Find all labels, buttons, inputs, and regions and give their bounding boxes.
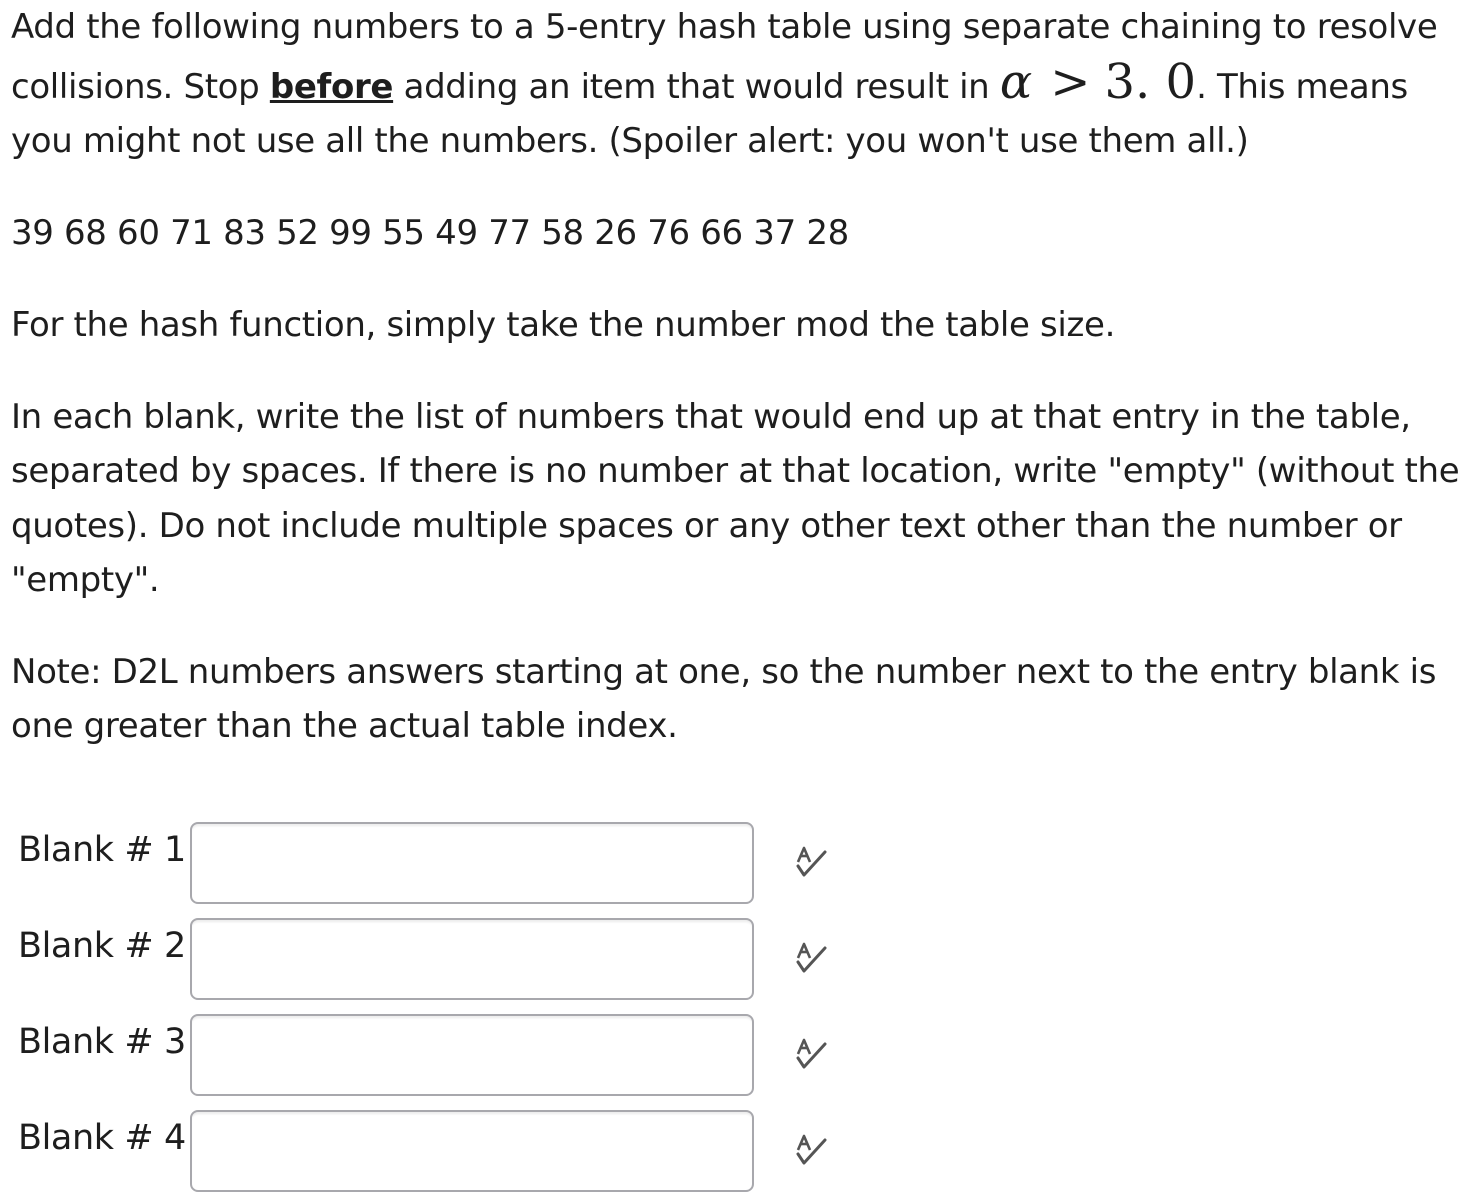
spell-check-icon[interactable] bbox=[792, 938, 832, 978]
load-factor-value: 3. 0 bbox=[1104, 53, 1197, 110]
instructions-text: In each blank, write the list of numbers that would end up at that entry in the table, separated by spaces. If there is no number at that location, write "empty" (without the quotes). Do not include multiple spaces or any other text other than the number or "empty". bbox=[11, 396, 1460, 600]
blank-row-1 bbox=[0, 822, 900, 906]
blank-label-1: Blank # 1 bbox=[18, 830, 186, 870]
alpha-symbol: α bbox=[999, 53, 1033, 110]
blank-input-3[interactable] bbox=[190, 1014, 754, 1096]
intro-text-end: . This means you might not use all the numbers. (Spoiler alert: you won't use them all.) bbox=[11, 66, 1408, 161]
question-intro bbox=[11, 0, 1467, 169]
question-text bbox=[11, 0, 1467, 754]
blank-label-2: Blank # 2 bbox=[18, 926, 186, 966]
blank-row-3 bbox=[0, 1014, 900, 1098]
intro-text-middle: adding an item that would result in bbox=[393, 66, 1000, 107]
before-emphasis: before bbox=[269, 66, 394, 107]
blank-input-1[interactable] bbox=[190, 822, 754, 904]
spell-check-icon[interactable] bbox=[792, 1130, 832, 1170]
number-list: 39 68 60 71 83 52 99 55 49 77 58 26 76 66 37 28 bbox=[11, 212, 849, 253]
greater-than-symbol: > bbox=[1050, 53, 1091, 110]
blank-input-4[interactable] bbox=[190, 1110, 754, 1192]
blank-input-2[interactable] bbox=[190, 918, 754, 1000]
blank-row-2 bbox=[0, 918, 900, 1002]
hash-function-text: For the hash function, simply take the number mod the table size. bbox=[11, 305, 1116, 345]
spell-check-icon[interactable] bbox=[792, 842, 832, 882]
intro-text-start: Add the following numbers to a 5-entry hash table using separate chaining to resolve collisions. Stop bbox=[11, 7, 1438, 107]
blank-row-4 bbox=[0, 1110, 900, 1194]
blank-label-3: Blank # 3 bbox=[18, 1022, 186, 1062]
blank-label-4: Blank # 4 bbox=[18, 1118, 186, 1158]
note-text: Note: D2L numbers answers starting at one, so the number next to the entry blank is one greater than the actual table index. bbox=[11, 651, 1437, 746]
spell-check-icon[interactable] bbox=[792, 1034, 832, 1074]
load-factor-expression bbox=[1000, 54, 1196, 110]
